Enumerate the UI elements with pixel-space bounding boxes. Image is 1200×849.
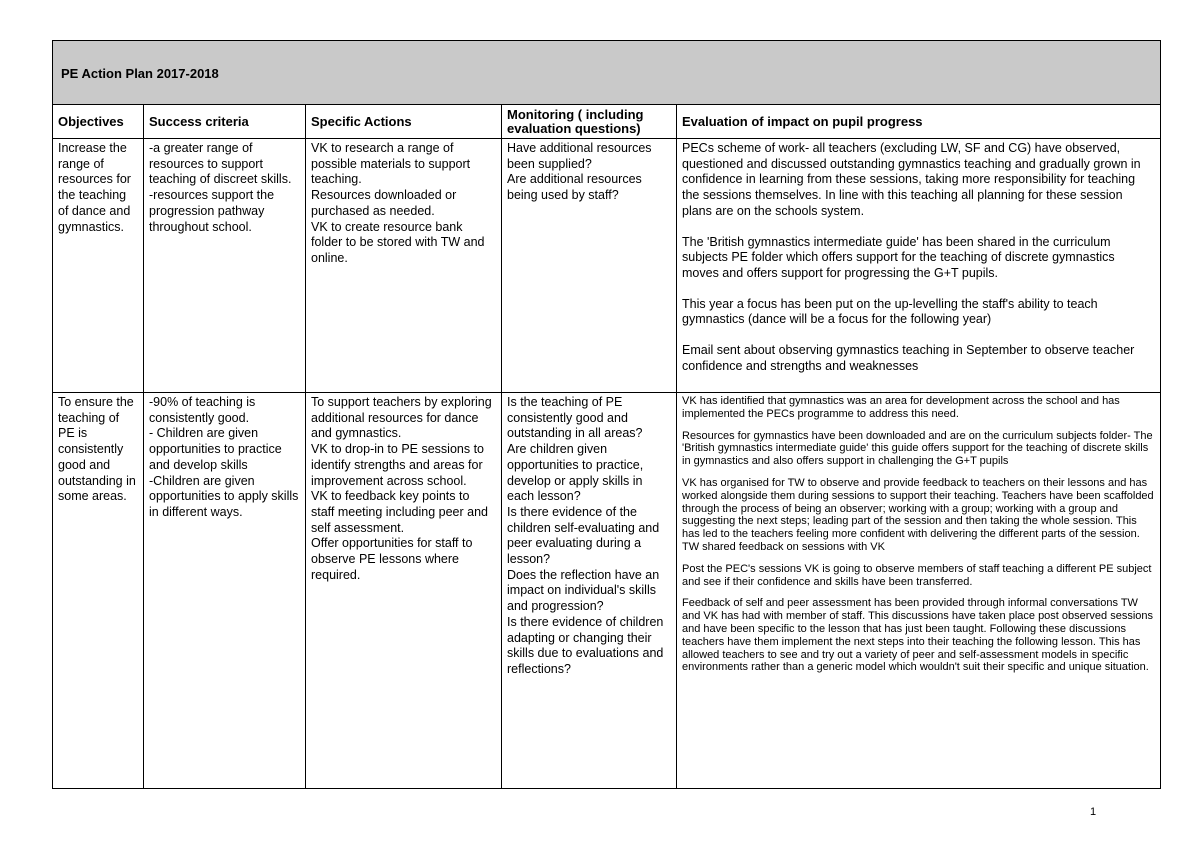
header-objectives: Objectives (53, 105, 144, 139)
action-line: VK to research a range of possible materials to support teaching. (311, 141, 471, 187)
criteria-line: -90% of teaching is consistently good. (149, 395, 256, 425)
actions-cell (306, 393, 502, 789)
evaluation-cell (677, 393, 1161, 789)
header-evaluation: Evaluation of impact on pupil progress (677, 105, 1161, 139)
header-row (53, 105, 1161, 139)
monitoring-question: Is the teaching of PE consistently good and outstanding in all areas? (507, 395, 643, 441)
evaluation-paragraph: Email sent about observing gymnastics teaching in September to observe teacher confidence and strengths and weaknesses (682, 343, 1135, 373)
objective-text: Increase the range of resources for the teaching of dance and gymnastics. (58, 141, 131, 234)
monitoring-question: Are additional resources being used by staff? (507, 172, 642, 203)
monitoring-cell (502, 139, 677, 393)
action-line: VK to drop-in to PE sessions to identify strengths and areas for improvement across school. (311, 442, 485, 488)
actions-cell (306, 139, 502, 393)
criteria-line: -Children are given opportunities to apply skills in different ways. (149, 473, 299, 519)
monitoring-question: Does the reflection have an impact on individual's skills and progression? (507, 567, 660, 614)
page-number: 1 (1090, 806, 1097, 818)
action-plan-table (52, 40, 1161, 789)
action-line: VK to feedback key points to staff meeting including peer and self assessment. (311, 489, 488, 535)
evaluation-paragraph: VK has organised for TW to observe and provide feedback to teachers on their lessons and has worked alongside them during sessions to support their teaching. Teachers have been scaffolded through the process of being an observer; working with a group; working with a group and suggesting the next steps; leading part of the session and then taking the whole session. This has led to the teachers feeling more confident with delivering the different parts of the session. TW shared feedback on sessions with VK (682, 476, 1154, 553)
table-row (53, 139, 1161, 393)
table-row (53, 393, 1161, 789)
monitoring-cell (502, 393, 677, 789)
evaluation-paragraph: Feedback of self and peer assessment has been provided through informal conversations TW and VK has had with member of staff. This discussions have taken place post observed sessions and have been specific to the lesson that has just been taught. Following these discussions teachers have them implement the next steps into their teaching the following lesson. This has allowed teachers to see and try out a variety of peer and self-assessment models in specific environments rather than a generic model which wouldn't suit their specific and unique situation. (682, 597, 1154, 674)
evaluation-paragraph: VK has identified that gymnastics was an area for development across the school and has implemented the PECs programme to address this need. (682, 395, 1120, 420)
document-title: PE Action Plan 2017-2018 (53, 41, 1161, 105)
monitoring-question: Is there evidence of children adapting or changing their skills due to evaluations and reflections? (507, 614, 664, 676)
action-line: Resources downloaded or purchased as needed. (311, 188, 457, 218)
monitoring-question: Have additional resources been supplied? (507, 141, 652, 171)
objective-cell (53, 393, 144, 789)
criteria-line: -a greater range of resources to support teaching of discreet skills. (149, 141, 292, 187)
header-specific-actions: Specific Actions (306, 105, 502, 139)
evaluation-paragraph: Post the PEC's sessions VK is going to observe members of staff teaching a different PE subject and see if their confidence and skills have been transferred. (682, 562, 1152, 588)
action-line: VK to create resource bank folder to be stored with TW and online. (311, 219, 485, 265)
title-row (53, 41, 1161, 105)
objective-cell (53, 139, 144, 393)
success-criteria-cell (144, 139, 306, 393)
criteria-line: - Children are given opportunities to practice and develop skills (149, 426, 282, 472)
header-success-criteria: Success criteria (144, 105, 306, 139)
evaluation-paragraph: The 'British gymnastics intermediate guide' has been shared in the curriculum subjects PE folder which offers support for the teaching of discrete gymnastics moves and offers support for progressing the G+T pupils. (682, 234, 1115, 280)
action-line: To support teachers by exploring additional resources for dance and gymnastics. (311, 395, 492, 441)
objective-text: To ensure the teaching of PE is consistently good and outstanding in some areas. (58, 395, 136, 504)
action-line: Offer opportunities for staff to observe PE lessons where required. (311, 536, 473, 582)
evaluation-paragraph: Resources for gymnastics have been downloaded and are on the curriculum subjects folder- The 'British gymnastics intermediate guide' this guide offers support for the teaching of discrete skills in gymnastics and also offers support in challenging the G+T pupils (682, 429, 1153, 468)
evaluation-paragraph: PECs scheme of work- all teachers (excluding LW, SF and CG) have observed, questioned and discussed outstanding gymnastics teaching and gradually grown in confidence in learning from these sessions, taking more responsibility for teaching the sessions themselves. In line with this teaching all planning for these session plans are on the schools system. (682, 141, 1141, 218)
criteria-line: -resources support the progression pathway throughout school. (149, 188, 275, 234)
evaluation-paragraph: This year a focus has been put on the up-levelling the staff's ability to teach gymnastics (dance will be a focus for the following year) (682, 296, 1098, 327)
header-monitoring: Monitoring ( including evaluation questions) (502, 105, 677, 139)
success-criteria-cell (144, 393, 306, 789)
evaluation-cell (677, 139, 1161, 393)
monitoring-question: Is there evidence of the children self-evaluating and peer evaluating during a lesson? (507, 504, 660, 567)
monitoring-question: Are children given opportunities to practice, develop or apply skills in each lesson? (507, 442, 644, 504)
